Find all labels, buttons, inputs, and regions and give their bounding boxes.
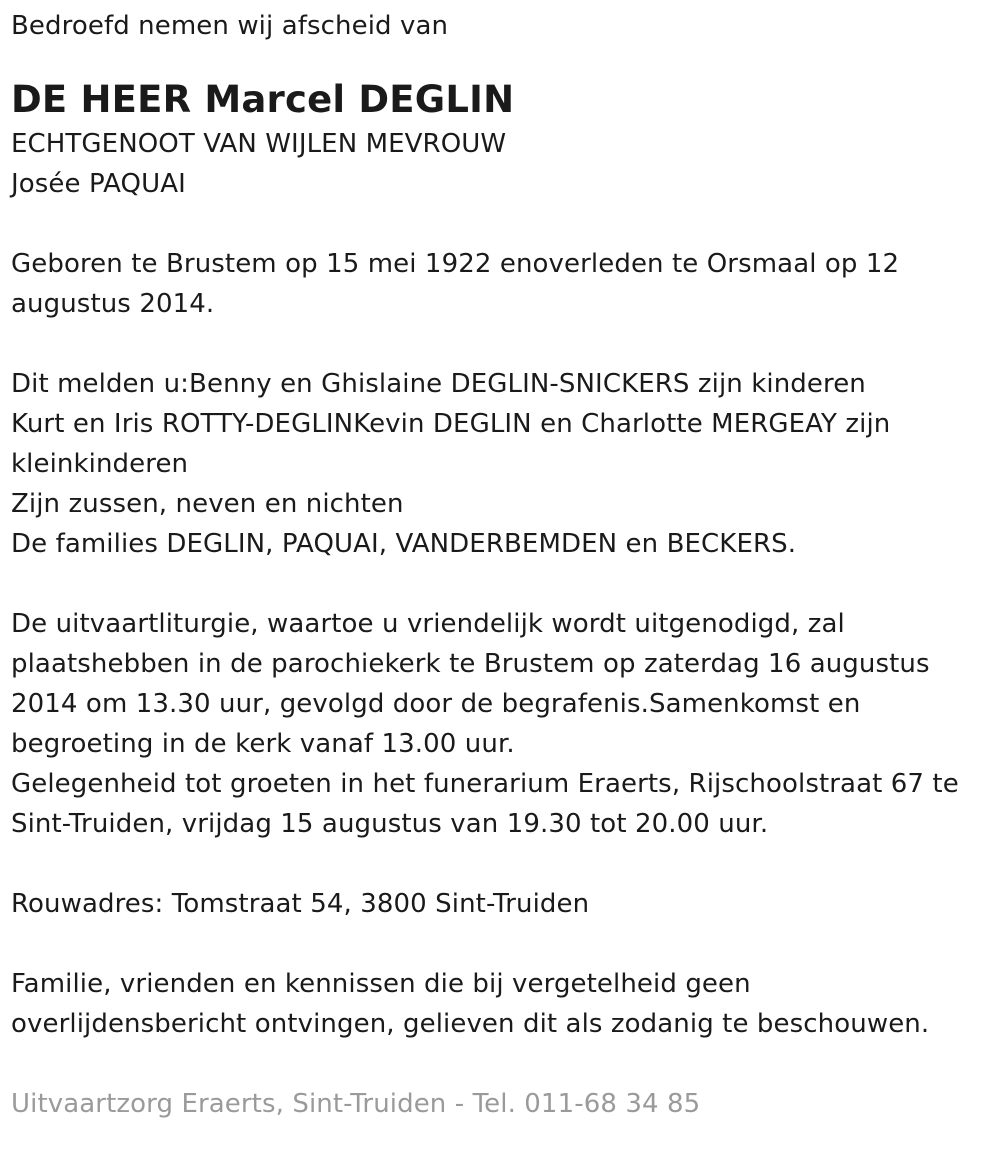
paragraph-line: Geboren te Brustem op 15 mei 1922 enoverleden te Orsmaal op 12 (11, 249, 900, 279)
spacer (11, 1044, 990, 1084)
spacer (11, 204, 990, 244)
paragraph-line: Gelegenheid tot groeten in het funerarium Eraerts, Rijschoolstraat 67 te (11, 769, 959, 799)
family-paragraph (11, 364, 990, 564)
spacer (11, 844, 990, 884)
spacer (11, 924, 990, 964)
paragraph-line: Kurt en Iris ROTTY-DEGLINKevin DEGLIN en Charlotte MERGEAY zijn (11, 409, 891, 439)
paragraph-line: Familie, vrienden en kennissen die bij vergetelheid geen (11, 969, 751, 999)
birth-death-paragraph (11, 244, 990, 324)
paragraph-line: 2014 om 13.30 uur, gevolgd door de begrafenis.Samenkomst en (11, 689, 861, 719)
spacer (11, 324, 990, 364)
paragraph-line: begroeting in de kerk vanaf 13.00 uur. (11, 729, 515, 759)
closing-paragraph (11, 964, 990, 1044)
spouse-line-1: ECHTGENOOT VAN WIJLEN MEVROUW (11, 129, 507, 159)
deceased-name: DE HEER Marcel DEGLIN (11, 78, 515, 121)
paragraph-line: plaatshebben in de parochiekerk te Brustem op zaterdag 16 augustus (11, 649, 930, 679)
paragraph-line: overlijdensbericht ontvingen, gelieven dit als zodanig te beschouwen. (11, 1009, 930, 1039)
ceremony-paragraph (11, 604, 990, 844)
spacer (11, 564, 990, 604)
paragraph-line: kleinkinderen (11, 449, 189, 479)
paragraph-line: augustus 2014. (11, 289, 215, 319)
spouse-line-2: Josée PAQUAI (11, 169, 186, 199)
mourning-address: Rouwadres: Tomstraat 54, 3800 Sint-Truiden (11, 889, 590, 919)
paragraph-line: De uitvaartliturgie, waartoe u vriendelijk wordt uitgenodigd, zal (11, 609, 845, 639)
paragraph-line: Zijn zussen, neven en nichten (11, 489, 404, 519)
intro-text: Bedroefd nemen wij afscheid van (11, 11, 449, 41)
paragraph-line: Sint-Truiden, vrijdag 15 augustus van 19.30 tot 20.00 uur. (11, 809, 769, 839)
funeral-home-footer: Uitvaartzorg Eraerts, Sint-Truiden - Tel. 011-68 34 85 (11, 1089, 701, 1119)
paragraph-line: Dit melden u:Benny en Ghislaine DEGLIN-SNICKERS zijn kinderen (11, 369, 866, 399)
paragraph-line: De families DEGLIN, PAQUAI, VANDERBEMDEN en BECKERS. (11, 529, 797, 559)
